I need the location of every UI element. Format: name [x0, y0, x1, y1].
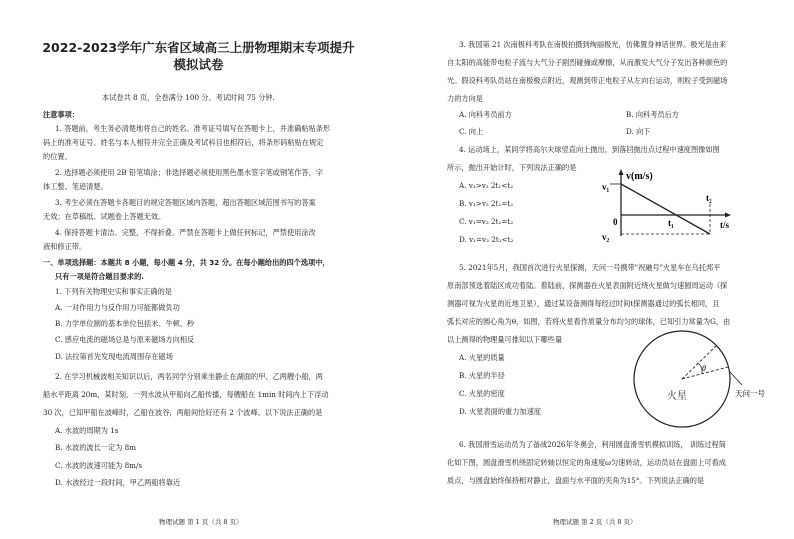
question-4-option: B. v₁>v₂ 2t₁=t₂	[459, 199, 514, 208]
question-5-stem: 以上测得的物理量可推知以下哪些量	[447, 335, 563, 344]
radius-line-1	[682, 346, 716, 379]
question-3-stem: 3. 我国第 21 次南极科考队在南极拍摄到绚丽极光，仿佛置身神话世界。极光是由来	[459, 40, 727, 49]
exam-page-2	[397, 0, 794, 539]
question-3-stem: 力的方向是	[447, 94, 483, 103]
graph-xlabel: t/s	[720, 220, 729, 230]
page-footer: 物理试题 第 2 页（共 8 页）	[553, 518, 637, 526]
mars-orbit-diagram	[627, 328, 787, 430]
question-2-stem: 30 次，已知甲船在波峰时，乙船在波谷，两船间恰好还有 2 个波峰。以下说法正确的是	[43, 408, 323, 417]
question-3-option: C. 向上	[459, 127, 484, 136]
section-heading: 只有一项是符合题目要求的.	[55, 272, 144, 281]
question-5-option: D. 火星表面的重力加速度	[459, 407, 541, 416]
question-2-stem: 2. 在学习机械波相关知识以后，两名同学分别乘坐静止在湖面的甲、乙两艘小船，两	[55, 372, 323, 381]
question-5-option: A. 火星的质量	[459, 353, 505, 362]
question-5-stem: 测器可视为火星的近地卫星），通过某设备测得每经过时间t探测器通过的弧长相同，且	[447, 299, 720, 308]
probe-label: 天问一号	[735, 389, 765, 398]
question-3-stem: 光。假设科考队员站在南极极点附近，观测到带正电粒子从左向右运动，则粒子受到磁场	[447, 76, 728, 85]
note-line: 无效；在草稿纸、试题卷上答题无效。	[43, 212, 166, 221]
question-1-option: C. 感应电流的磁场总是与原来磁场方向相反	[55, 335, 195, 344]
section-heading: 一、单项选择题：本题共 8 小题，每小题 4 分，共 32 分。在每小题给出的四个选项中，	[43, 258, 330, 267]
note-line: 体工整、笔迹清楚。	[43, 182, 108, 191]
question-5-option: B. 火星的半径	[459, 371, 505, 380]
note-line: 的位置。	[43, 152, 72, 161]
question-3-stem: 自太阳的高能带电粒子流与大气分子剧烈碰撞或摩擦，从而激发大气分子发出各种颜色的	[447, 58, 728, 67]
note-line: 3. 考生必须在答题卡各题目的规定答题区域内答题，超出答题区域范围书写的答案	[55, 198, 316, 207]
notes-heading: 注意事项：	[43, 110, 79, 119]
question-6-stem: 6. 我国滑雪运动员为了备战2026年冬奥会，利用圆盘滑雪机模拟训练， 训练过程简	[459, 440, 726, 449]
question-5-stem: 5. 2021年5月，我国首次进行火星探测，天问一号携带"祝融号"火星车在乌托邦平	[459, 263, 721, 272]
page-footer: 物理试题 第 1 页（共 8 页）	[159, 518, 243, 526]
question-1-option: D. 法拉第首先发现电流周围存在磁场	[55, 352, 173, 361]
question-4-option: D. v₁=v₂ 2t₁<t₂	[459, 235, 514, 244]
note-line: 液和修正带。	[43, 242, 87, 251]
exam-info: 本试卷共 8 页，全卷满分 100 分。考试时间 75 分钟.	[102, 93, 275, 102]
graph-t2-label: t₂	[706, 193, 712, 203]
v-axis-arrow	[619, 169, 624, 175]
question-1-option: B. 力学单位制的基本单位包括米、牛顿、秒	[55, 319, 195, 328]
question-1-option: A. 一对作用力与反作用力可能都做负功	[55, 303, 180, 312]
question-3-option: D. 向下	[626, 127, 651, 136]
question-4-stem: 所示，抛出开始计时，下列说法正确的是	[447, 163, 577, 172]
graph-t1-label: t₁	[668, 218, 674, 228]
angle-label: θ	[702, 364, 706, 373]
question-4-option: A. v₁>v₂ 2t₁<t₂	[459, 181, 514, 190]
note-line: 2. 选择题必须使用 2B 铅笔填涂；非选择题必须使用黑色墨水签字笔或钢笔作答，字	[55, 168, 323, 177]
note-line: 1. 答题前，考生务必清楚地将自己的姓名、准考证号填写在答题卡上，并准确粘贴条形	[55, 124, 331, 133]
exam-title-line2: 模拟试卷	[173, 57, 224, 72]
question-2-option: D. 水波经过一段时间，甲乙两船将靠近	[55, 478, 181, 487]
question-3-option: B. 向科考员后方	[626, 110, 679, 119]
t-axis-arrow	[725, 213, 731, 218]
question-1-stem: 1. 下列有关物理史实和事实正确的是	[55, 287, 172, 296]
planet-label: 火星	[667, 391, 687, 402]
note-line: 码上的准考证号、姓名与本人相符并完全正确及考试科目也相符后，将条形码粘贴在规定	[43, 138, 324, 147]
question-5-stem: 原南部预选着陆区成功着陆。着陆前，探测器在火星表面附近绕火星做匀速圆周运动（探	[447, 281, 728, 290]
question-5-option: C. 火星的密度	[459, 389, 505, 398]
question-4-option: C. v₁=v₂ 2t₁=t₂	[459, 217, 514, 226]
graph-v2-label: v₂	[602, 232, 610, 242]
velocity-time-graph	[602, 168, 742, 248]
question-2-option: B. 水波的波长一定为 8m	[55, 443, 137, 452]
question-2-option: A. 水波的周期为 1s	[55, 426, 119, 435]
graph-ylabel: v(m/s)	[626, 171, 653, 182]
question-2-option: C. 水波的波速可能为 8m/s	[55, 461, 143, 470]
velocity-line	[621, 184, 710, 234]
question-6-stem: 化如下图，圆盘滑雪机绕固定转轴以恒定的角速度ω匀速转动，运动员站在盘面上可看成	[447, 458, 726, 467]
note-line: 4. 保持答题卡清洁、完整，不得折叠。严禁在答题卡上做任何标记，严禁使用涂改	[55, 228, 316, 237]
question-6-stem: 质点，与圆盘始终保持相对静止，盘面与水平面的夹角为15°。下列说法正确的是	[447, 476, 705, 485]
graph-v1-label: v₁	[602, 182, 610, 192]
question-2-stem: 船水平距离 20m，某时刻，一列水波从甲船向乙船传播，每艘船在 1min 时间内上下浮动	[43, 390, 329, 399]
question-3-option: A. 向科考员前方	[459, 110, 512, 119]
probe-pointer	[730, 372, 742, 385]
question-4-stem: 4. 运动场上，某同学将高尔夫球竖直向上抛出，到落回抛出点过程中速度图像如图	[459, 145, 720, 154]
question-5-stem: 弧长对应的圆心角为θ，如图，若将火星看作质量分布均匀的球体，已知引力常量为G，由	[447, 317, 731, 326]
exam-title-line1: 2022-2023学年广东省区域高三上册物理期末专项提升	[42, 40, 355, 55]
graph-origin-label: 0	[613, 217, 618, 227]
